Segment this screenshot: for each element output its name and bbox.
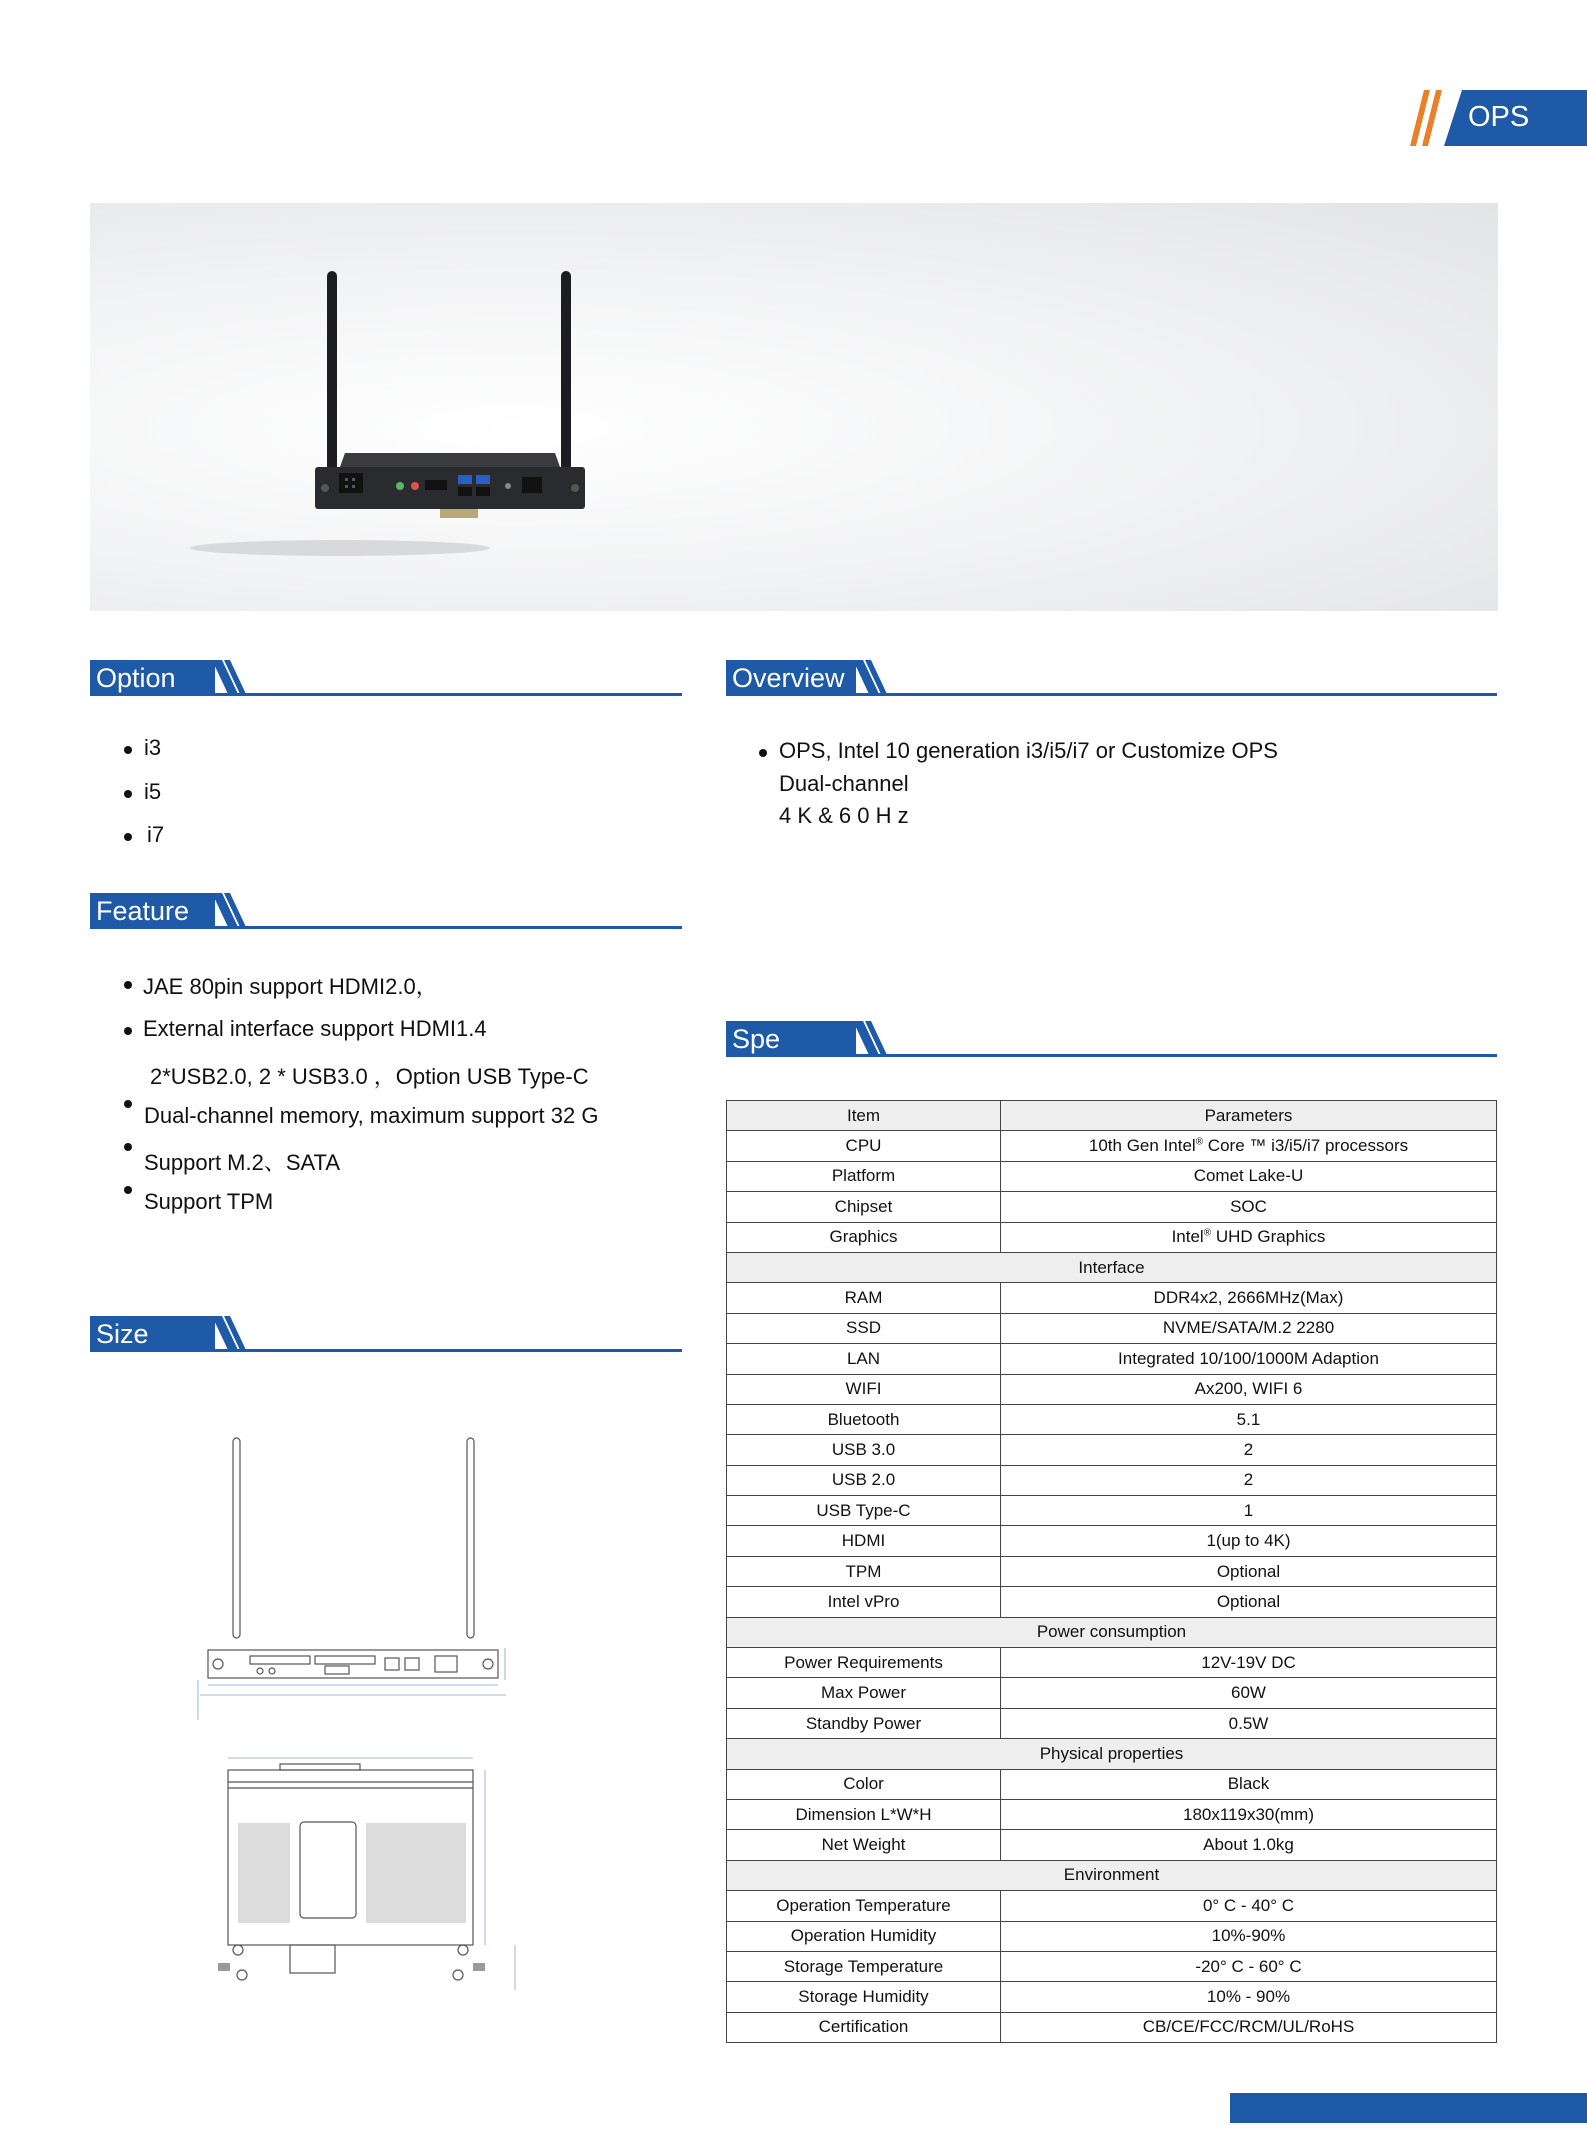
spec-value: 5.1 — [1001, 1404, 1497, 1434]
spec-item: USB 3.0 — [727, 1435, 1001, 1465]
table-row — [727, 1587, 1497, 1617]
spec-item: Chipset — [727, 1192, 1001, 1222]
section-header-option — [90, 660, 682, 700]
table-row — [727, 1161, 1497, 1191]
table-row — [727, 1222, 1497, 1252]
spec-item: Operation Humidity — [727, 1921, 1001, 1951]
corner-tag-label: OPS — [1468, 101, 1530, 133]
spec-value: 1 — [1001, 1496, 1497, 1526]
spec-item: SSD — [727, 1313, 1001, 1343]
spec-item: USB 2.0 — [727, 1465, 1001, 1495]
table-row — [727, 1556, 1497, 1586]
column-header: Item — [727, 1101, 1001, 1131]
spec-value: Comet Lake-U — [1001, 1161, 1497, 1191]
spec-value: 10th Gen Intel® Core ™ i3/i5/i7 processors — [1001, 1131, 1497, 1161]
table-row — [727, 1435, 1497, 1465]
spec-value: Ax200, WIFI 6 — [1001, 1374, 1497, 1404]
table-row — [727, 1830, 1497, 1860]
list-item: i3 — [144, 735, 162, 760]
hero-product-image — [90, 203, 1498, 611]
spec-value: 1(up to 4K) — [1001, 1526, 1497, 1556]
spec-table — [726, 1100, 1497, 2043]
list-item: Support TPM — [144, 1189, 274, 1214]
table-group-row — [727, 1617, 1497, 1647]
list-item: JAE 80pin support HDMI2.0， — [143, 974, 438, 999]
group-label: Environment — [727, 1860, 1497, 1890]
spec-item: TPM — [727, 1556, 1001, 1586]
spec-value: CB/CE/FCC/RCM/UL/RoHS — [1001, 2012, 1497, 2042]
spec-value: Optional — [1001, 1587, 1497, 1617]
section-title: Size — [96, 1319, 149, 1349]
spec-item: Certification — [727, 2012, 1001, 2042]
spec-item: Platform — [727, 1161, 1001, 1191]
spec-item: CPU — [727, 1131, 1001, 1161]
table-row — [727, 1131, 1497, 1161]
section-header-spec — [726, 1021, 1497, 1061]
spec-value: 60W — [1001, 1678, 1497, 1708]
overview-line: OPS, Intel 10 generation i3/i5/i7 or Customize OPS — [779, 738, 1278, 763]
spec-item: Power Requirements — [727, 1648, 1001, 1678]
section-title: Option — [96, 663, 176, 693]
table-row — [727, 1769, 1497, 1799]
spec-item: Standby Power — [727, 1708, 1001, 1738]
table-row — [727, 1192, 1497, 1222]
spec-item: LAN — [727, 1344, 1001, 1374]
list-item: i7 — [147, 822, 165, 847]
spec-item: Dimension L*W*H — [727, 1799, 1001, 1829]
table-row — [727, 1465, 1497, 1495]
spec-value: 0° C - 40° C — [1001, 1891, 1497, 1921]
right-antenna — [561, 271, 571, 471]
spec-item: HDMI — [727, 1526, 1001, 1556]
section-title: Overview — [732, 663, 845, 693]
table-row — [727, 1648, 1497, 1678]
section-header-feature — [90, 893, 682, 933]
size-drawing — [190, 1430, 530, 2010]
spec-item: Color — [727, 1769, 1001, 1799]
table-row — [727, 1921, 1497, 1951]
section-header-size — [90, 1316, 682, 1356]
table-group-row — [727, 1252, 1497, 1282]
group-label: Interface — [727, 1252, 1497, 1282]
list-item: i5 — [144, 779, 162, 804]
product-photo — [90, 203, 1498, 611]
spec-item: Max Power — [727, 1678, 1001, 1708]
spec-item: USB Type-C — [727, 1496, 1001, 1526]
group-label: Physical properties — [727, 1739, 1497, 1769]
overview-line: 4 K & 6 0 H z — [779, 803, 909, 828]
spec-item: Storage Temperature — [727, 1951, 1001, 1981]
corner-tag — [1410, 90, 1587, 146]
table-row — [727, 1313, 1497, 1343]
spec-value: 2 — [1001, 1435, 1497, 1465]
spec-value: Black — [1001, 1769, 1497, 1799]
table-header-row — [727, 1101, 1497, 1131]
section-title: Feature — [96, 896, 190, 926]
table-row — [727, 1708, 1497, 1738]
table-row — [727, 2012, 1497, 2042]
table-row — [727, 1283, 1497, 1313]
list-item: Support M.2、SATA — [144, 1150, 341, 1175]
list-item: External interface support HDMI1.4 — [143, 1016, 487, 1041]
spec-item: Bluetooth — [727, 1404, 1001, 1434]
table-row — [727, 1982, 1497, 2012]
spec-item: Operation Temperature — [727, 1891, 1001, 1921]
table-group-row — [727, 1860, 1497, 1890]
spec-value: -20° C - 60° C — [1001, 1951, 1497, 1981]
spec-value: DDR4x2, 2666MHz(Max) — [1001, 1283, 1497, 1313]
table-row — [727, 1526, 1497, 1556]
spec-value: 12V-19V DC — [1001, 1648, 1497, 1678]
column-header: Parameters — [1001, 1101, 1497, 1131]
table-row — [727, 1951, 1497, 1981]
spec-value: 10%-90% — [1001, 1921, 1497, 1951]
footer-bar — [1230, 2093, 1587, 2123]
spec-item: Intel vPro — [727, 1587, 1001, 1617]
left-antenna — [327, 271, 337, 471]
list-item: Dual-channel memory, maximum support 32 G — [144, 1103, 599, 1128]
table-row — [727, 1344, 1497, 1374]
table-row — [727, 1799, 1497, 1829]
spec-value: SOC — [1001, 1192, 1497, 1222]
spec-value: Optional — [1001, 1556, 1497, 1586]
spec-value: 2 — [1001, 1465, 1497, 1495]
spec-value: 180x119x30(mm) — [1001, 1799, 1497, 1829]
table-row — [727, 1496, 1497, 1526]
group-label: Power consumption — [727, 1617, 1497, 1647]
overview-line: Dual-channel — [779, 771, 909, 796]
spec-value: Intel® UHD Graphics — [1001, 1222, 1497, 1252]
spec-value: About 1.0kg — [1001, 1830, 1497, 1860]
section-header-overview — [726, 660, 1497, 700]
spec-item: WIFI — [727, 1374, 1001, 1404]
spec-item: Storage Humidity — [727, 1982, 1001, 2012]
table-row — [727, 1374, 1497, 1404]
spec-value: Integrated 10/100/1000M Adaption — [1001, 1344, 1497, 1374]
list-item: 2*USB2.0, 2 * USB3.0 ，Option USB Type-C — [150, 1064, 589, 1089]
spec-value: 0.5W — [1001, 1708, 1497, 1738]
spec-value: 10% - 90% — [1001, 1982, 1497, 2012]
table-row — [727, 1678, 1497, 1708]
table-row — [727, 1404, 1497, 1434]
spec-item: Graphics — [727, 1222, 1001, 1252]
table-row — [727, 1891, 1497, 1921]
table-group-row — [727, 1739, 1497, 1769]
spec-item: RAM — [727, 1283, 1001, 1313]
section-title: Spe — [732, 1024, 781, 1054]
spec-item: Net Weight — [727, 1830, 1001, 1860]
spec-value: NVME/SATA/M.2 2280 — [1001, 1313, 1497, 1343]
